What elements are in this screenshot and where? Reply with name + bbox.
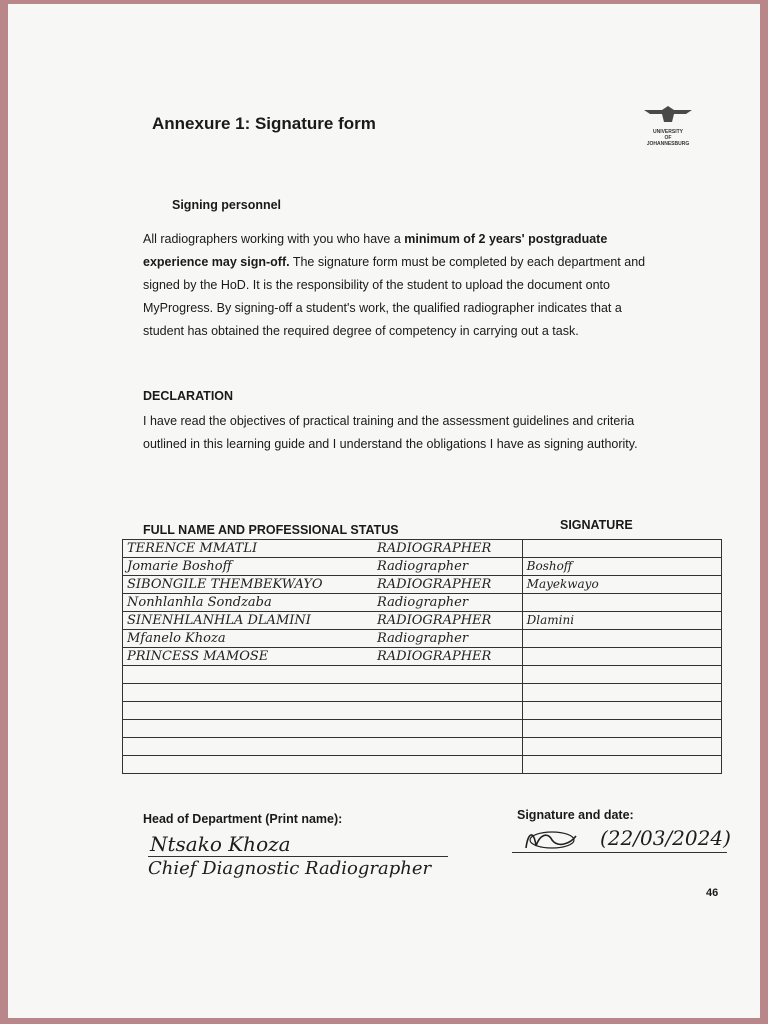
person-name: Mfanelo Khoza <box>127 631 226 646</box>
hod-label: Head of Department (Print name): <box>143 812 343 826</box>
name-status-cell <box>123 540 523 558</box>
para-bold: minimum of 2 years' postgraduate experience may sign-off. <box>143 232 608 269</box>
signature-cell <box>522 756 721 774</box>
column-header-signature: SIGNATURE <box>560 518 633 532</box>
signature-date: (22/03/2024) <box>600 826 731 850</box>
name-status-cell <box>123 684 523 702</box>
table-row <box>123 720 722 738</box>
name-status-cell <box>123 756 523 774</box>
signature-table <box>122 539 722 774</box>
person-name: SINENHLANHLA DLAMINI <box>127 613 311 628</box>
signature-text: Mayekwayo <box>526 577 599 591</box>
table-row <box>123 630 722 648</box>
name-status-cell <box>123 558 523 576</box>
professional-status: RADIOGRAPHER <box>377 649 492 664</box>
person-name: PRINCESS MAMOSE <box>127 649 269 664</box>
hod-underline <box>148 856 448 857</box>
professional-status: RADIOGRAPHER <box>377 577 492 592</box>
declaration-text: I have read the objectives of practical training and the assessment guidelines and criteria outlined in this learning guide and I understand the obligations I have as signing authority. <box>143 414 638 451</box>
table-row <box>123 684 722 702</box>
signature-cell <box>522 720 721 738</box>
intro-paragraph <box>143 228 653 343</box>
signature-cell <box>522 666 721 684</box>
logo-text-1: UNIVERSITY <box>652 129 683 135</box>
signature-cell <box>522 540 721 558</box>
table-row <box>123 756 722 774</box>
person-name: Jomarie Boshoff <box>127 559 232 574</box>
signature-text: Boshoff <box>526 559 573 573</box>
person-name: SIBONGILE THEMBEKWAYO <box>127 577 323 592</box>
para-part2: The signature form must be completed by each department and signed by the HoD. It is the responsibility of the student to upload the document onto MyProgress. By signing-off a student's work, the qualified radiographer indicates that a student has obtained the required degree of competency in carrying out a task. <box>143 255 646 338</box>
signature-cell <box>522 558 721 576</box>
name-status-cell <box>123 576 523 594</box>
signature-date-label: Signature and date: <box>517 808 634 822</box>
table-row <box>123 738 722 756</box>
name-status-cell <box>123 648 523 666</box>
person-name: Nonhlanhla Sondzaba <box>127 595 272 610</box>
page-number: 46 <box>706 887 719 899</box>
signature-cell <box>522 612 721 630</box>
table-row <box>123 612 722 630</box>
logo-text-2: OF <box>664 135 672 141</box>
person-name: TERENCE MMATLI <box>127 541 258 556</box>
logo-emblem-icon <box>632 104 704 129</box>
table-row <box>123 666 722 684</box>
table-row <box>123 558 722 576</box>
hod-title: Chief Diagnostic Radiographer <box>148 858 432 879</box>
table-row <box>123 576 722 594</box>
section-heading: Signing personnel <box>172 198 282 212</box>
signature-cell <box>522 576 721 594</box>
signature-text: Dlamini <box>526 613 575 627</box>
table-row <box>123 594 722 612</box>
signature-underline <box>512 852 727 853</box>
professional-status: Radiographer <box>377 631 469 646</box>
name-status-cell <box>123 612 523 630</box>
signature-cell <box>522 648 721 666</box>
para-part1: All radiographers working with you who have a <box>143 232 405 246</box>
signature-cell <box>522 594 721 612</box>
signature-cell <box>522 702 721 720</box>
name-status-cell <box>123 666 523 684</box>
table-row <box>123 702 722 720</box>
logo-text-3: JOHANNESBURG <box>646 141 690 147</box>
signature-cell <box>522 738 721 756</box>
name-status-cell <box>123 702 523 720</box>
professional-status: Radiographer <box>377 595 469 610</box>
signature-cell <box>522 684 721 702</box>
name-status-cell <box>123 630 523 648</box>
signature-cell <box>522 630 721 648</box>
name-status-cell <box>123 594 523 612</box>
declaration-heading: DECLARATION <box>143 389 234 403</box>
hod-name: Ntsako Khoza <box>150 832 291 856</box>
column-header-name: FULL NAME AND PROFESSIONAL STATUS <box>143 523 399 537</box>
table-row <box>123 540 722 558</box>
table-row <box>123 648 722 666</box>
page-title: Annexure 1: Signature form <box>152 114 376 133</box>
name-status-cell <box>123 738 523 756</box>
university-logo <box>632 104 704 150</box>
name-status-cell <box>123 720 523 738</box>
professional-status: RADIOGRAPHER <box>377 541 492 556</box>
professional-status: RADIOGRAPHER <box>377 613 492 628</box>
professional-status: Radiographer <box>377 559 469 574</box>
